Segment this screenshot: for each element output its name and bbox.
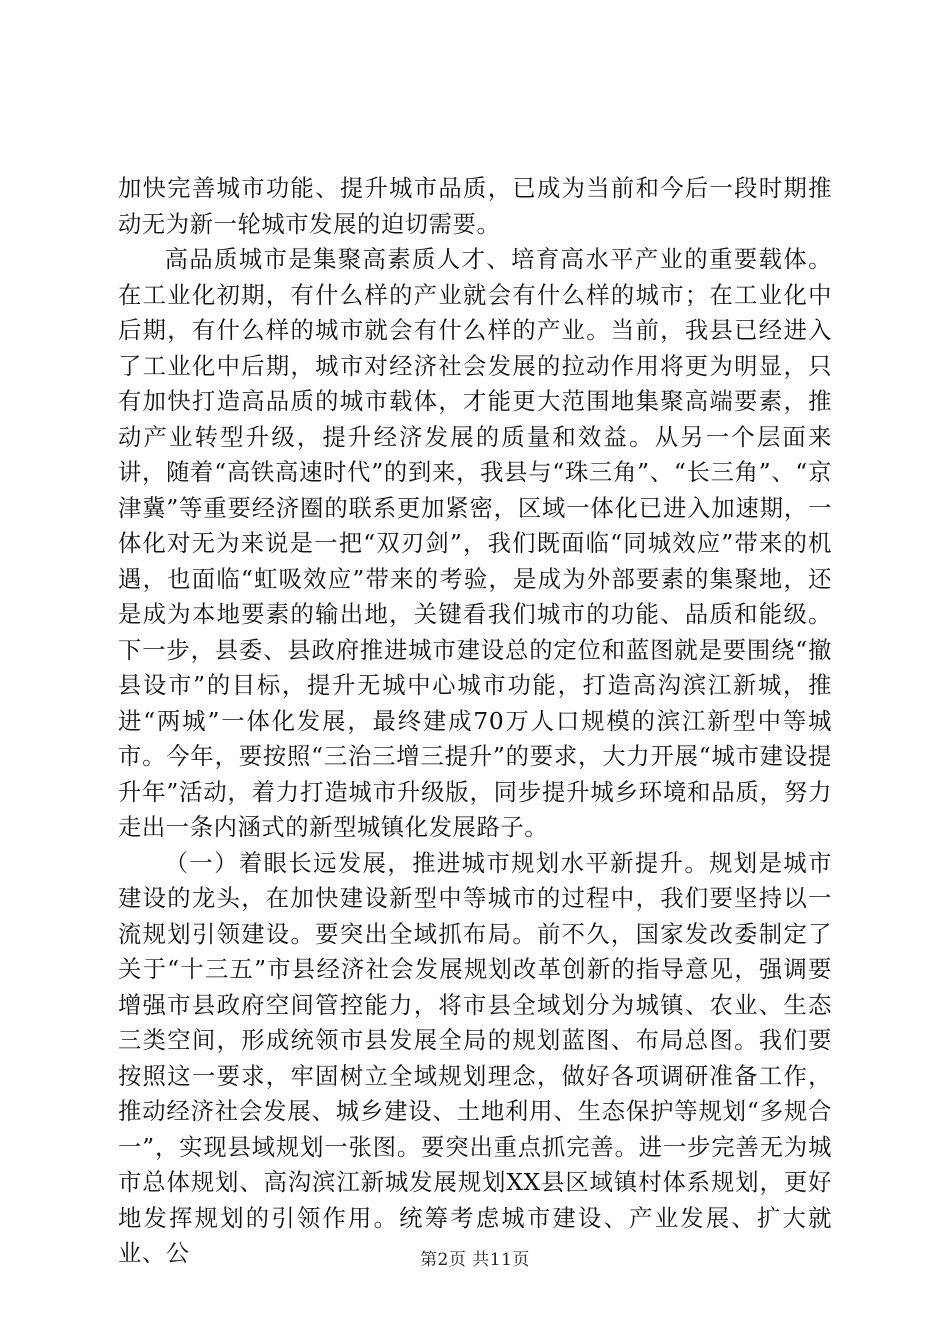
page-footer	[0, 1245, 950, 1270]
paragraph-continuation: 加快完善城市功能、提升城市品质，已成为当前和今后一段时期推动无为新一轮城市发展的迫切需要。	[118, 175, 832, 238]
paragraph-urban-planning: （一）着眼长远发展，推进城市规划水平新提升。规划是城市建设的龙头，在加快建设新型中等城市的过程中，我们要坚持以一流规划引领建设。要突出全域抓布局。前不久，国家发改委制定了关于“十三五”市县经济社会发展规划改革创新的指导意见，强调要增强市县政府空间管控能力，将市县全域划分为城镇、农业、生态三类空间，形成统领市县发展全局的规划蓝图、布局总图。我们要按照这一要求，牢固树立全域规划理念，做好各项调研准备工作，推动经济社会发展、城乡建设、土地利用、生态保护等规划“多规合一”，实现县域规划一张图。要突出重点抓完善。进一步完善无为城市总体规划、高沟滨江新城发展规划XX县区域镇村体系规划，更好地发挥规划的引领作用。统筹考虑城市建设、产业发展、扩大就业、公	[118, 849, 832, 1267]
paragraph-high-quality-city: 高品质城市是集聚高素质人才、培育高水平产业的重要载体。在工业化初期，有什么样的产业就会有什么样的城市；在工业化中后期，有什么样的城市就会有什么样的产业。当前，我县已经进入了工业化中后期，城市对经济社会发展的拉动作用将更为明显，只有加快打造高品质的城市载体，才能更大范围地集聚高端要素，推动产业转型升级，提升经济发展的质量和效益。从另一个层面来讲，随着“高铁高速时代”的到来，我县与“珠三角”、“长三角”、“京津冀”等重要经济圈的联系更加紧密，区域一体化已进入加速期，一体化对无为来说是一把“双刃剑”，我们既面临“同城效应”带来的机遇，也面临“虹吸效应”带来的考验，是成为外部要素的集聚地，还是成为本地要素的输出地，关键看我们城市的功能、品质和能级。下一步，县委、县政府推进城市建设总的定位和蓝图就是要围绕“撤县设市”的目标，提升无城中心城市功能，打造高沟滨江新城，推进“两城”一体化发展，最终建成70万人口规模的滨江新型中等城市。今年，要按照“三治三增三提升”的要求，大力开展“城市建设提升年”活动，着力打造城市升级版，同步提升城乡环境和品质，努力走出一条内涵式的新型城镇化发展路子。	[118, 246, 832, 841]
page-number: 第2页 共11页	[420, 1250, 530, 1270]
document-body	[118, 171, 832, 1272]
